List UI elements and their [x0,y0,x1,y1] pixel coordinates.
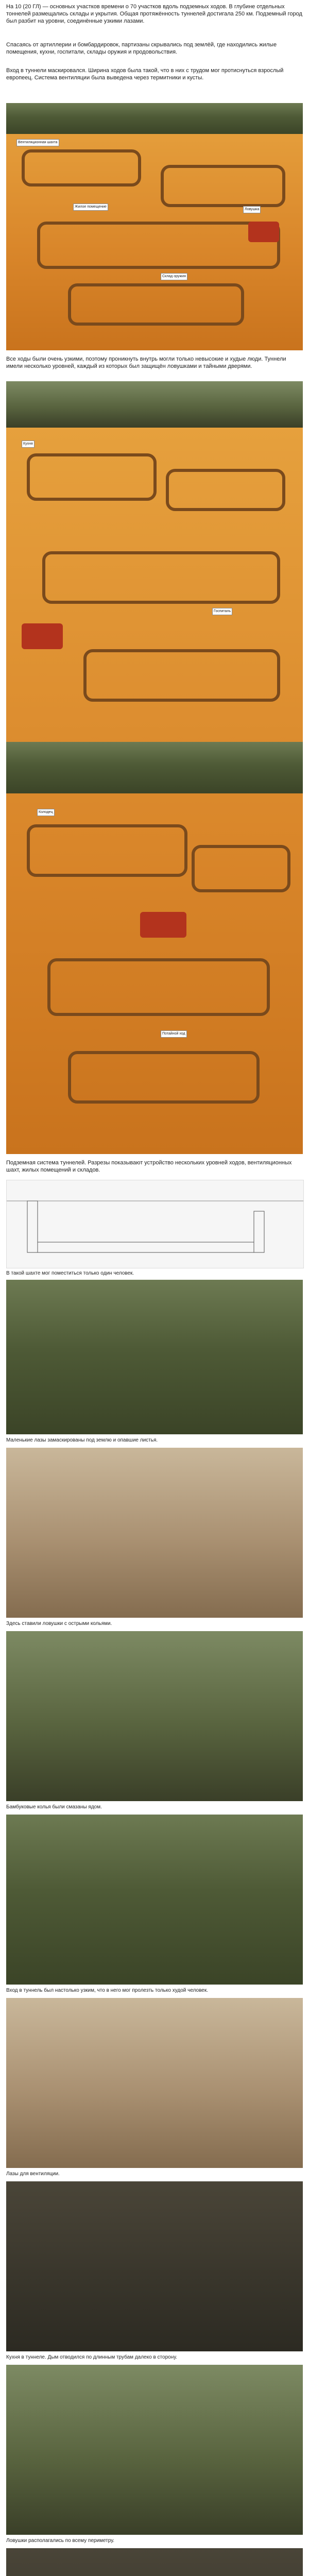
intro-paragraph-1: На 10 (20 ГЛ) — основных участков времени о 70 участков вдоль подземных ходов. В глубине отдельных тоннелей размещались склады и укрытия. Общая протяжённость туннелей достигала 250 км. Подземный город был разбит на уровни, соединённые узкими лазами. [6,4,302,24]
photo-trap [6,1448,303,1618]
diagram-note: Госпиталь [212,608,232,615]
diagram-note: Колодец [37,809,55,816]
shaft-diagram [6,1180,304,1268]
photo-corridor [6,2548,303,2576]
intro-paragraph-3: Вход в туннели маскировался. Ширина ходов была такой, что в них с трудом мог протиснуться взрослый европеец. Система вентиляции была выведена через термитники и кусты. [6,67,284,81]
shaft-svg [7,1180,303,1268]
intro-paragraph-2: Спасаясь от артиллерии и бомбардировок, партизаны скрывались под землёй, где находились жилые помещения, кухни, госпитали, склады оружия и продовольствия. [6,42,277,55]
photo-stakes [6,1631,303,1801]
tunnel-diagram-1 [6,103,303,350]
photo-caption: Вход в туннель был настолько узким, что в него мог пролезть только худой человек. [6,1988,208,1993]
photo-kitchen [6,2181,303,2351]
photo-caption: Ловушки располагались по всему периметру. [6,2538,114,2544]
photo-traps-perimeter [6,2365,303,2535]
tunnel-diagram-2 [6,381,303,1154]
diagram-note: Кухня [22,440,35,448]
middle-paragraph: Все ходы были очень узкими, поэтому проникнуть внутрь могли только невысокие и худые люди. Туннели имели несколько уровней, каждый из которых был защищён ловушками и тайными дверями. [6,356,286,369]
photo-caption: В такой шахте мог поместиться только один человек. [6,1270,134,1276]
diagram-note: Потайной ход [161,1030,187,1038]
photo-entrance [6,1815,303,1985]
diagram-note: Склад оружия [161,273,187,280]
photo-caption: Бамбуковые колья были смазаны ядом. [6,1804,102,1810]
photo-caption: Маленькие лазы замаскированы под землю и опавшие листья. [6,1437,158,1443]
photo-vent [6,1998,303,2168]
photo-caption: Лазы для вентиляции. [6,2171,60,2177]
photo-hatch [6,1280,303,1434]
photo-caption: Здесь ставили ловушки с острыми кольями. [6,1621,112,1626]
photo-caption: Кухня в туннеле. Дым отводился по длинным трубам далеко в сторону. [6,2354,177,2360]
diagram-note: Ловушка [243,206,261,213]
diagram-note: Вентиляционная шахта [16,139,59,146]
section-caption: Подземная система туннелей. Разрезы показывают устройство нескольких уровней ходов, вентиляционных шахт, жилых помещений и складов. [6,1160,292,1173]
diagram-note: Жилое помещение [73,204,108,211]
